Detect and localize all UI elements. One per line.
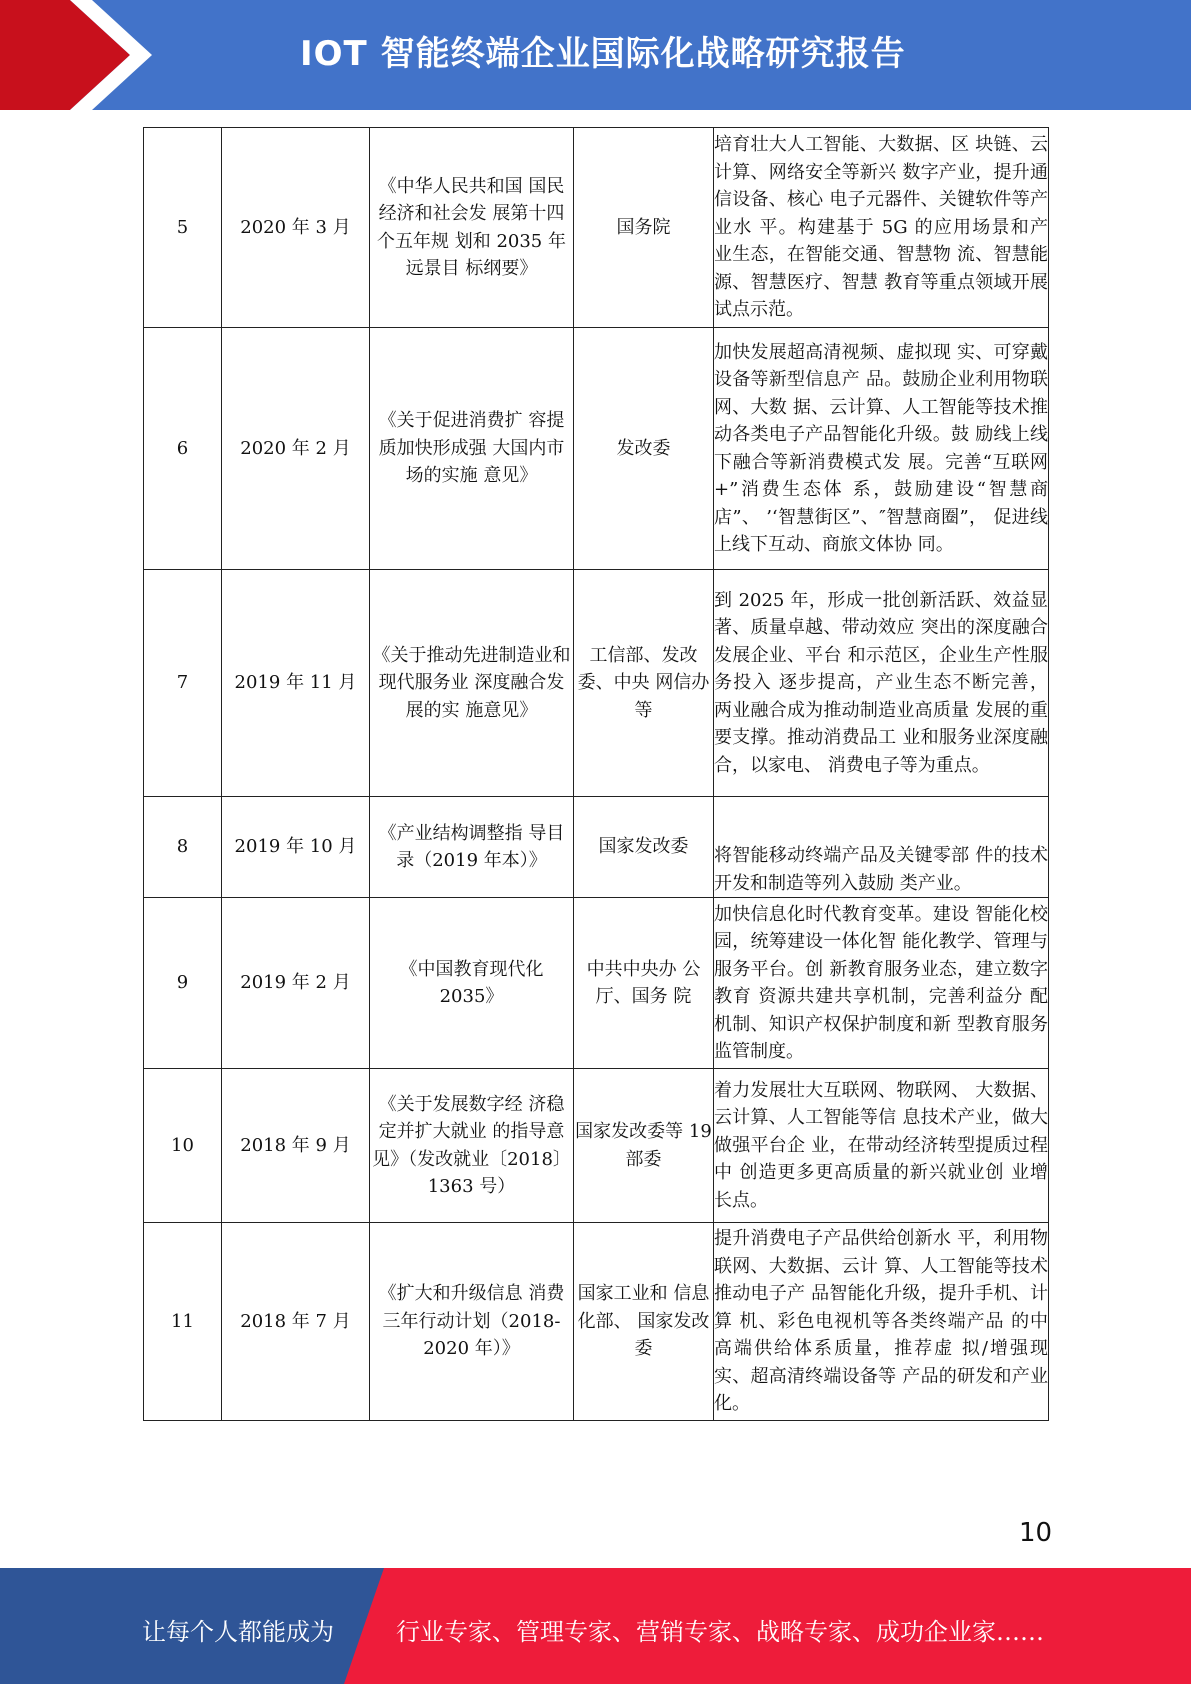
policy-document: 《中国教育现代化 2035》 xyxy=(370,898,574,1069)
row-number: 8 xyxy=(144,797,222,898)
row-number: 5 xyxy=(144,128,222,328)
report-title: IOT 智能终端企业国际化战略研究报告 xyxy=(300,34,906,74)
policy-content: 加快发展超高清视频、虚拟现 实、可穿戴设备等新型信息产 品。鼓励企业利用物联网、大数 据、云计算、人工智能等技术推 动各类电子产品智能化升级。鼓 励线上线下融合等新消费模式发 展。完善“互联网+”消费生态体 系，鼓励建设“智慧商店”、 ’‘智慧街区”、″智慧商圈”， 促进线上线下互动、商旅文体协 同。 xyxy=(714,328,1049,570)
policy-document: 《关于发展数字经 济稳定并扩大就业 的指导意见》（发改就业〔2018〕 1363 号） xyxy=(370,1069,574,1223)
issue-date: 2020 年 2 月 xyxy=(222,328,370,570)
issue-date: 2020 年 3 月 xyxy=(222,128,370,328)
policy-document: 《产业结构调整指 导目录（2019 年本）》 xyxy=(370,797,574,898)
row-number: 7 xyxy=(144,570,222,797)
table-row xyxy=(144,128,1049,328)
footer-slogan-right: 行业专家、管理专家、营销专家、战略专家、成功企业家…… xyxy=(396,1618,1044,1646)
row-number: 6 xyxy=(144,328,222,570)
policy-content: 加快信息化时代教育变革。建设 智能化校园，统筹建设一体化智 能化教学、管理与服务平台。创 新教育服务业态，建立数字教育 资源共建共享机制，完善利益分 配机制、知识产权保护制度和新 型教育服务监管制度。 xyxy=(714,898,1049,1069)
table-row xyxy=(144,328,1049,570)
policy-content: 培育壮大人工智能、大数据、区 块链、云计算、网络安全等新兴 数字产业，提升通信设备、核心 电子元器件、关键软件等产业水 平。构建基于 5G 的应用场景和产 业生态，在智能交通、智慧物 流、智慧能源、智慧医疗、智慧 教育等重点领域开展试点示范。 xyxy=(714,128,1049,328)
issue-date: 2018 年 9 月 xyxy=(222,1069,370,1223)
policy-document: 《关于推动先进制造业和现代服务业 深度融合发展的实 施意见》 xyxy=(370,570,574,797)
footer-slogan-left: 让每个人都能成为 xyxy=(142,1618,334,1646)
policy-document: 《关于促进消费扩 容提质加快形成强 大国内市场的实施 意见》 xyxy=(370,328,574,570)
table-row xyxy=(144,797,1049,898)
policy-document: 《中华人民共和国 国民经济和社会发 展第十四个五年规 划和 2035 年远景目 标纲要》 xyxy=(370,128,574,328)
row-number: 9 xyxy=(144,898,222,1069)
policy-document: 《扩大和升级信息 消费三年行动计划（2018-2020 年）》 xyxy=(370,1223,574,1421)
policy-content: 将智能移动终端产品及关键零部 件的技术开发和制造等列入鼓励 类产业。 xyxy=(714,797,1049,898)
table-row xyxy=(144,1223,1049,1421)
page-footer xyxy=(0,1568,1191,1684)
issuing-department: 国家工业和 信息化部、 国家发改委 xyxy=(574,1223,714,1421)
row-number: 10 xyxy=(144,1069,222,1223)
table-row xyxy=(144,570,1049,797)
policy-content: 提升消费电子产品供给创新水 平，利用物联网、大数据、云计 算、人工智能等技术推动电子产 品智能化升级，提升手机、计算 机、彩色电视机等各类终端产品 的中高端供给体系质量，推荐虚 拟/增强现实、超高清终端设备等 产品的研发和产业化。 xyxy=(714,1223,1049,1421)
table-row xyxy=(144,1069,1049,1223)
issuing-department: 国家发改委 xyxy=(574,797,714,898)
policy-table xyxy=(143,127,1049,1421)
policy-content: 到 2025 年，形成一批创新活跃、效益显著、质量卓越、带动效应 突出的深度融合发展企业、平台 和示范区，企业生产性服务投入 逐步提高，产业生态不断完善， 两业融合成为推动制造业高质量 发展的重要支撑。推动消费品工 业和服务业深度融合，以家电、 消费电子等为重点。 xyxy=(714,570,1049,797)
page-number: 10 xyxy=(1019,1518,1053,1548)
header-arrow-flag-icon xyxy=(0,0,160,110)
issuing-department: 中共中央办 公厅、国务 院 xyxy=(574,898,714,1069)
issuing-department: 国家发改委等 19 部委 xyxy=(574,1069,714,1223)
table-row xyxy=(144,898,1049,1069)
issue-date: 2019 年 10 月 xyxy=(222,797,370,898)
row-number: 11 xyxy=(144,1223,222,1421)
issue-date: 2018 年 7 月 xyxy=(222,1223,370,1421)
issuing-department: 工信部、发改委、中央 网信办等 xyxy=(574,570,714,797)
policy-content: 着力发展壮大互联网、物联网、 大数据、云计算、人工智能等信 息技术产业，做大做强平台企 业，在带动经济转型提质过程中 创造更多更高质量的新兴就业创 业增长点。 xyxy=(714,1069,1049,1223)
issuing-department: 发改委 xyxy=(574,328,714,570)
issue-date: 2019 年 11 月 xyxy=(222,570,370,797)
issuing-department: 国务院 xyxy=(574,128,714,328)
page-header xyxy=(0,0,1191,110)
issue-date: 2019 年 2 月 xyxy=(222,898,370,1069)
